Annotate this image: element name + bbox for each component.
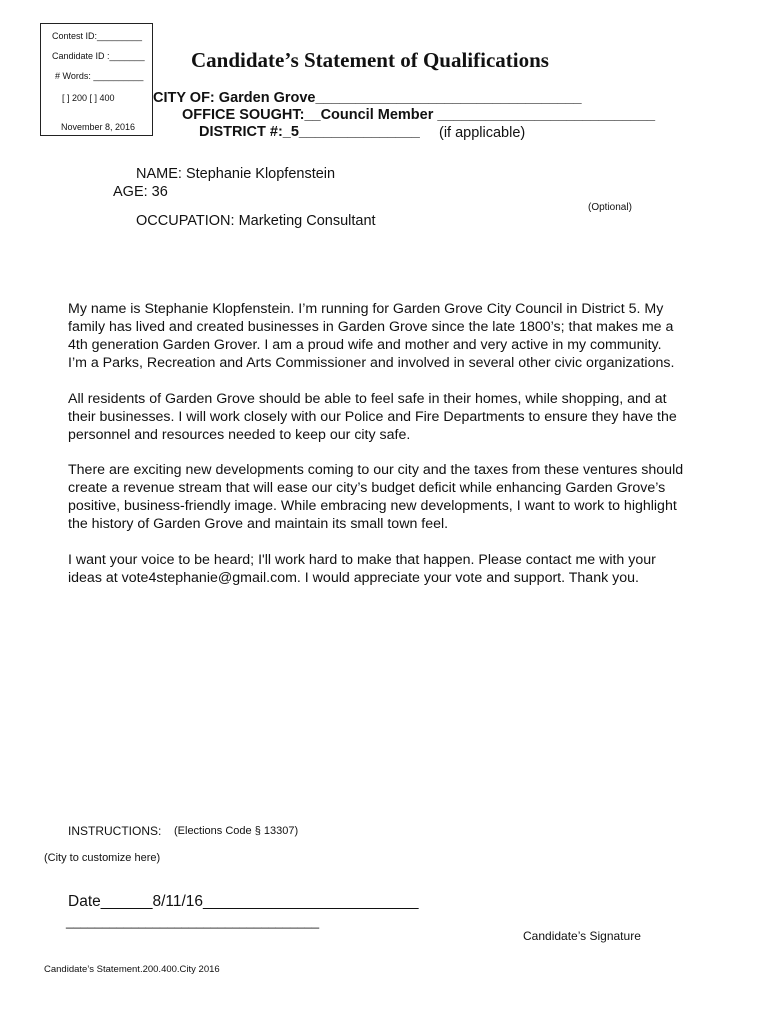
city-line: CITY OF: Garden Grove_________________________________ xyxy=(153,90,582,106)
footer-form-id: Candidate’s Statement.200.400.City 2016 xyxy=(44,964,220,975)
date-line: Date______8/11/16_________________________ xyxy=(68,893,419,910)
candidate-name: NAME: Stephanie Klopfenstein xyxy=(136,166,336,182)
statement-paragraph-2: All residents of Garden Grove should be able to feel safe in their homes, while shopping, and at their businesses. I will work closely with our Police and Fire Departments to ensure they have the personnel and resources needed to keep our city safe. xyxy=(68,391,677,443)
statement-paragraph-4: I want your voice to be heard; I'll work hard to make that happen. Please contact me with your ideas at vote4stephanie@gmail.com. I would appreciate your vote and support. Thank you. xyxy=(68,552,656,586)
page-title: Candidate’s Statement of Qualifications xyxy=(191,48,549,72)
signature-line: ___________________________________ xyxy=(66,914,320,929)
statement-paragraph-3: There are exciting new developments coming to our city and the taxes from these ventures should create a revenue stream that will ease our city’s budget deficit while enhancing Garden Grove’s positive, business-friendly image. While embracing new developments, I want to work to highlight the history of Garden Grove and maintain its small town feel. xyxy=(68,462,684,532)
candidate-age: AGE: 36 xyxy=(113,184,168,200)
city-customize-note: (City to customize here) xyxy=(44,852,161,864)
contest-id-field: Contest ID:_________ xyxy=(52,31,143,41)
office-sought-line: OFFICE SOUGHT:__Council Member ___________________________ xyxy=(182,107,656,123)
instructions-code: (Elections Code § 13307) xyxy=(174,825,299,837)
district-note: (if applicable) xyxy=(439,125,526,141)
candidate-occupation: OCCUPATION: Marketing Consultant xyxy=(136,213,376,229)
statement-paragraph-1: My name is Stephanie Klopfenstein. I’m running for Garden Grove City Council in District 5. My family has lived and created businesses in Garden Grove since the late 1800’s; that makes me a 4th generation Garden Grover. I am a proud wife and mother and very active in my community. I’m a Parks, Recreation and Arts Commissioner and involved in several other civic organizations. xyxy=(68,301,675,371)
election-date: November 8, 2016 xyxy=(61,122,136,132)
word-count-field: # Words: __________ xyxy=(55,71,144,81)
signature-label: Candidate’s Signature xyxy=(523,929,641,943)
district-line: DISTRICT #:_5_______________ xyxy=(199,124,420,140)
optional-note: (Optional) xyxy=(588,202,632,213)
candidate-id-field: Candidate ID :_______ xyxy=(52,51,145,61)
instructions-label: INSTRUCTIONS: xyxy=(68,824,162,838)
word-limit-options: [ ] 200 [ ] 400 xyxy=(62,93,115,103)
